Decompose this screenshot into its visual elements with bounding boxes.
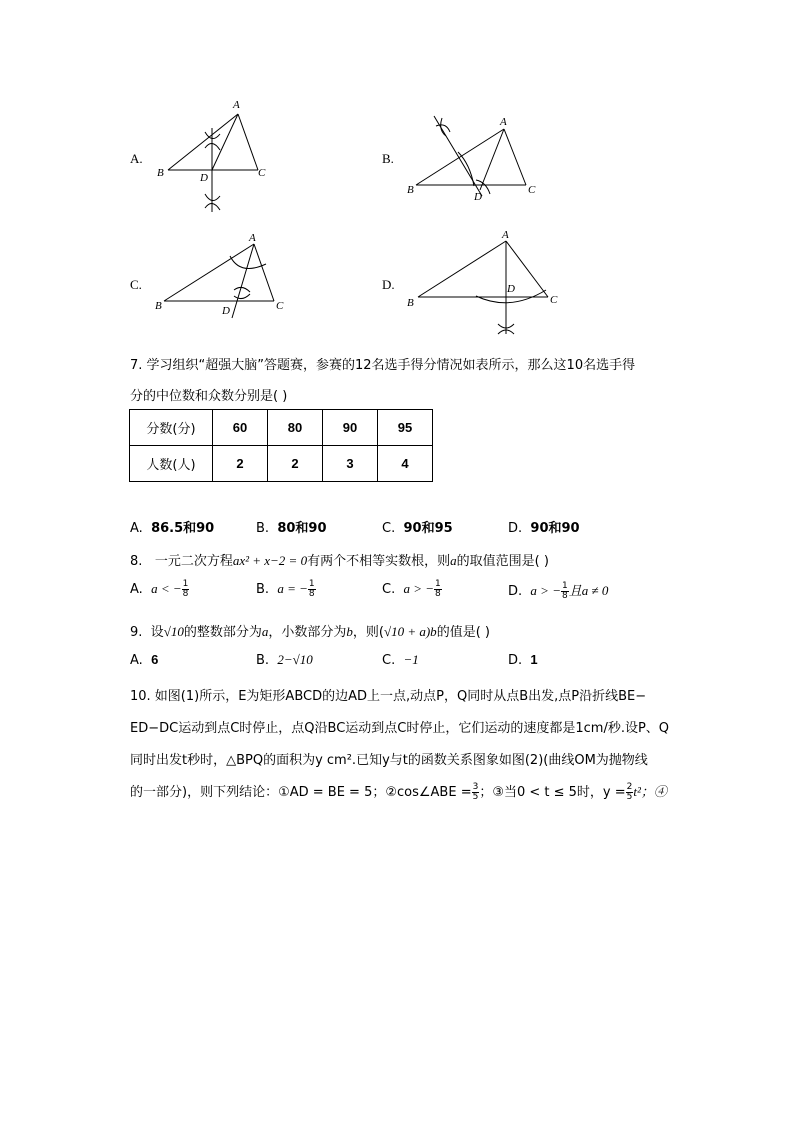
q7-stem-line1: 7. 学习组织“超强大脑”答题赛，参赛的12名选手得分情况如表所示，那么这10名选手得: [130, 358, 636, 373]
q9-stem: [130, 621, 490, 640]
question-number: 8.: [130, 554, 143, 569]
option-label: C.: [382, 653, 396, 668]
table-cell: 2: [268, 446, 323, 482]
option-text: 1: [530, 652, 538, 667]
option-text: a < −: [151, 581, 182, 596]
fraction-numerator: 2: [626, 782, 633, 792]
figure-d-point-d: D: [507, 283, 515, 295]
table-row: [130, 446, 433, 482]
q7-option-a[interactable]: [130, 517, 214, 536]
question-number: 9.: [130, 625, 143, 640]
figure-a-point-d: D: [200, 172, 208, 184]
option-text: 90和95: [403, 521, 453, 536]
table-header-count: 人数(人): [130, 446, 213, 482]
q9-option-c[interactable]: [382, 652, 419, 668]
stem-text: 的整数部分为: [183, 625, 262, 640]
stem-text: 的值是( ): [436, 625, 490, 640]
option-text: −1: [403, 652, 419, 667]
q9-option-d[interactable]: [508, 652, 538, 668]
figure-c-point-a: A: [249, 232, 256, 244]
table-cell: 3: [323, 446, 378, 482]
variable-a: a: [261, 624, 269, 639]
q10-line3: 同时出发t秒时，△BPQ的面积为y cm².已知y与t的函数关系图象如图(2)(曲线OM为抛物线: [130, 753, 648, 768]
option-label: B.: [256, 653, 270, 668]
option-label: A.: [130, 582, 143, 597]
figure-d-diagram: [400, 230, 560, 340]
variable: a: [450, 553, 457, 568]
q7-option-b[interactable]: [256, 517, 327, 536]
option-text: a > −: [530, 583, 561, 598]
stem-text: 有两个不相等实数根，则: [307, 554, 451, 569]
q7-option-d[interactable]: [508, 517, 580, 536]
figure-a-point-a: A: [233, 99, 240, 111]
fraction-numerator: 1: [435, 579, 441, 589]
option-tail: 且a ≠ 0: [568, 583, 609, 598]
option-label: A.: [130, 653, 143, 668]
stem-text: ，小数部分为: [268, 625, 347, 640]
option-text: 90和90: [530, 521, 580, 536]
line4-text-a: 的一部分)，则下列结论：①AD = BE = 5；②cos∠ABE =: [130, 785, 472, 800]
option-text: 80和90: [277, 521, 327, 536]
stem-text: 一元二次方程: [154, 554, 233, 569]
figure-d-point-a: A: [502, 229, 509, 241]
figure-c-point-d: D: [222, 305, 230, 317]
figure-a-point-b: B: [157, 167, 164, 179]
q8-option-c[interactable]: [382, 580, 442, 599]
option-label: C.: [382, 521, 396, 536]
equation: ax² + x−2 = 0: [232, 553, 308, 568]
table-cell: 80: [268, 410, 323, 446]
fraction-denominator: 5: [626, 792, 633, 802]
figure-d-point-b: B: [407, 297, 414, 309]
fraction-numerator: 1: [308, 579, 315, 589]
figure-c-diagram: [150, 230, 290, 330]
figure-b-point-c: C: [528, 184, 536, 196]
option-label: D.: [508, 521, 523, 536]
figure-a-diagram: [150, 100, 280, 215]
q8-option-b[interactable]: [256, 580, 316, 599]
stem-text: 的取值范围是( ): [456, 554, 549, 569]
expression: √10 + a)b: [383, 624, 437, 639]
table-cell: 95: [378, 410, 433, 446]
variable-b: b: [346, 624, 353, 639]
figure-c-point-b: B: [155, 300, 162, 312]
sqrt-expression: √10: [163, 624, 184, 639]
q7-stem-line2: 分的中位数和众数分别是( ): [130, 389, 288, 404]
table-cell: 90: [323, 410, 378, 446]
q8-stem: [130, 550, 549, 569]
figure-a-point-c: C: [258, 167, 266, 179]
table-header-score: 分数(分): [130, 410, 213, 446]
q10-line4: [130, 781, 667, 802]
line4-text-c: t²；④: [633, 784, 667, 799]
q8-option-d[interactable]: [508, 580, 608, 601]
line4-text-b: ；③当0 < t ≤ 5时，y =: [479, 785, 626, 800]
fraction-numerator: 3: [472, 782, 479, 792]
fraction-numerator: 1: [561, 581, 568, 591]
q10-line2: ED−DC运动到点C时停止，点Q沿BC运动到点C时停止，它们运动的速度都是1cm/秒.设P、Q: [130, 721, 670, 736]
figure-a-option-label: A.: [130, 151, 143, 166]
stem-text: 设: [150, 625, 164, 640]
q8-option-a[interactable]: [130, 580, 189, 599]
fraction-denominator: 5: [472, 792, 479, 802]
table-cell: 60: [213, 410, 268, 446]
option-label: B.: [256, 582, 270, 597]
fraction-denominator: 8: [308, 589, 315, 599]
option-label: B.: [256, 521, 270, 536]
figure-c-option-label: C.: [130, 277, 142, 292]
fraction-denominator: 8: [182, 589, 189, 599]
q9-option-b[interactable]: [256, 652, 313, 668]
option-text: 6: [151, 652, 159, 667]
figure-b-point-a: A: [500, 116, 507, 128]
option-text: 86.5和90: [151, 521, 215, 536]
table-cell: 4: [378, 446, 433, 482]
figure-b-point-b: B: [407, 184, 414, 196]
figure-b-option-label: B.: [382, 151, 394, 166]
q10-line1: 10. 如图(1)所示，E为矩形ABCD的边AD上一点,动点P，Q同时从点B出发,点P沿折线BE−: [130, 689, 647, 704]
option-label: D.: [508, 584, 523, 599]
fraction-denominator: 8: [561, 591, 568, 601]
figure-d-option-label: D.: [382, 277, 395, 292]
q9-option-a[interactable]: [130, 652, 158, 668]
option-text: 2−√10: [277, 652, 313, 667]
figure-c-point-c: C: [276, 300, 284, 312]
q7-option-c[interactable]: [382, 517, 453, 536]
stem-text: ，则(: [352, 625, 384, 640]
q7-score-table: [129, 409, 433, 482]
option-text: a > −: [403, 581, 435, 596]
option-label: D.: [508, 653, 523, 668]
table-cell: 2: [213, 446, 268, 482]
fraction-denominator: 8: [435, 589, 441, 599]
option-text: a = −: [277, 581, 308, 596]
figure-b-point-d: D: [474, 191, 482, 203]
option-label: A.: [130, 521, 143, 536]
figure-d-point-c: C: [550, 294, 558, 306]
fraction-numerator: 1: [182, 579, 189, 589]
option-label: C.: [382, 582, 396, 597]
table-row: [130, 410, 433, 446]
